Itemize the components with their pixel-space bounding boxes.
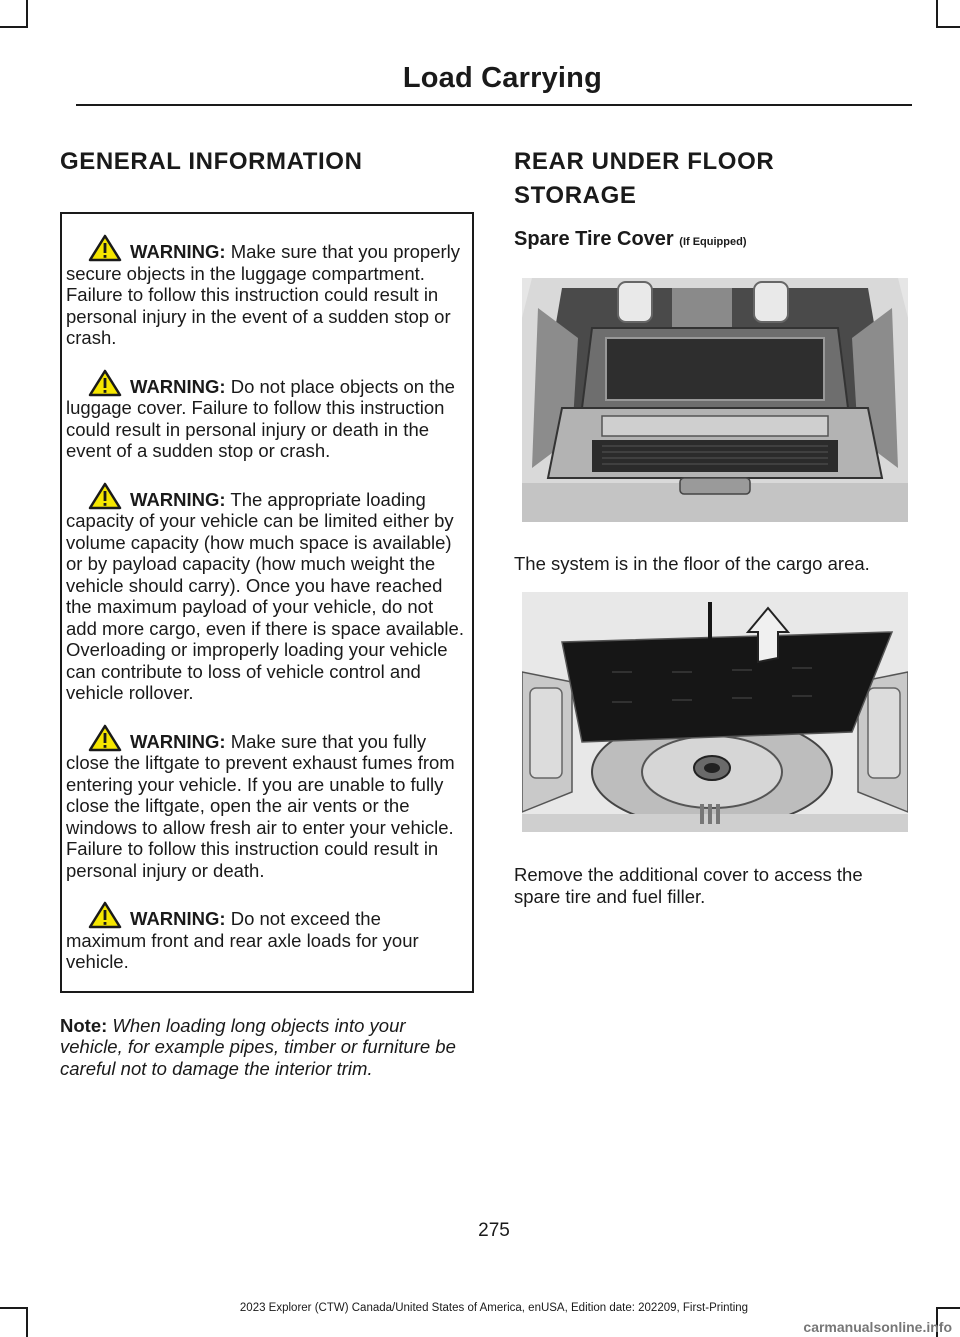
section-heading-general-information: GENERAL INFORMATION [60, 148, 363, 175]
warning-text: The appropriate loading capacity of your vehicle can be limited either by volume capacity (how much space is available) or by payload capacity (how much weight the vehicle should carry). Once you have reached the maximum payload of your vehicle, do not add more cargo, even if there is space available. Overloading or improperly loading your vehicle can contribute to loss of vehicle control and vehicle rollover. [66, 488, 464, 703]
warning-triangle-icon [88, 234, 122, 262]
note-text: When loading long objects into your vehicle, for example pipes, timber or furniture be careful not to damage the interior trim. [60, 1014, 456, 1079]
spare-tire-figure [522, 592, 908, 832]
subheading-spare-tire-cover [514, 225, 910, 256]
cargo-area-illustration-icon [522, 278, 908, 522]
crop-mark [26, 0, 28, 26]
watermark: carmanualsonline.info [803, 1319, 952, 1335]
warning-label: WARNING: [130, 908, 226, 929]
warning-text: Do not exceed the maximum front and rear axle loads for your vehicle. [66, 908, 419, 972]
subheading-suffix: (If Equipped) [679, 236, 747, 248]
crop-mark [0, 26, 28, 28]
crop-mark [936, 26, 960, 28]
crop-mark [936, 0, 938, 26]
cargo-area-figure [522, 278, 908, 522]
warning-triangle-icon [88, 901, 122, 929]
warning-box [60, 212, 474, 993]
warning-item [66, 234, 466, 349]
page-title: Load Carrying [402, 62, 602, 94]
warning-item [66, 901, 466, 973]
warning-text: Do not place objects on the luggage cover. Failure to follow this instruction could result in personal injury or death in the event of a sudden stop or crash. [66, 375, 455, 461]
warning-label: WARNING: [130, 730, 226, 752]
note-label: Note: [60, 1014, 108, 1036]
caption-cargo-area: The system is in the floor of the cargo area. [514, 553, 870, 574]
left-column [60, 145, 472, 1079]
header-divider [76, 104, 912, 106]
warning-triangle-icon [88, 724, 122, 752]
warning-label: WARNING: [130, 375, 226, 397]
spare-tire-illustration-icon [522, 592, 908, 832]
warning-text: Make sure that you fully close the liftgate to prevent exhaust fumes from entering your vehicle. If you are unable to fully close the liftgate, open the air vents or the windows to allow fresh air to enter your vehicle. Failure to follow this instruction could result in personal injury or death. [66, 730, 455, 881]
section-heading-line1: REAR UNDER FLOOR [514, 148, 775, 175]
warning-item [66, 482, 466, 704]
warning-triangle-icon [88, 482, 122, 510]
subheading-text: Spare Tire Cover [514, 228, 674, 250]
section-heading-line2: STORAGE [514, 182, 637, 209]
footer-edition-info: 2023 Explorer (CTW) Canada/United States of America, enUSA, Edition date: 202209, First-Printing [239, 1302, 749, 1314]
warning-item [66, 369, 466, 462]
warning-label: WARNING: [130, 488, 226, 510]
warning-item [66, 724, 466, 882]
warning-label: WARNING: [130, 241, 226, 262]
right-column [514, 145, 910, 256]
page-number: 275 [478, 1220, 510, 1241]
warning-text: Make sure that you properly secure objects in the luggage compartment. Failure to follow this instruction could result in personal injury in the event of a sudden stop or crash. [66, 241, 461, 348]
warning-triangle-icon [88, 369, 122, 397]
caption-spare-tire: Remove the additional cover to access the spare tire and fuel filler. [514, 864, 863, 907]
note [60, 1015, 472, 1080]
